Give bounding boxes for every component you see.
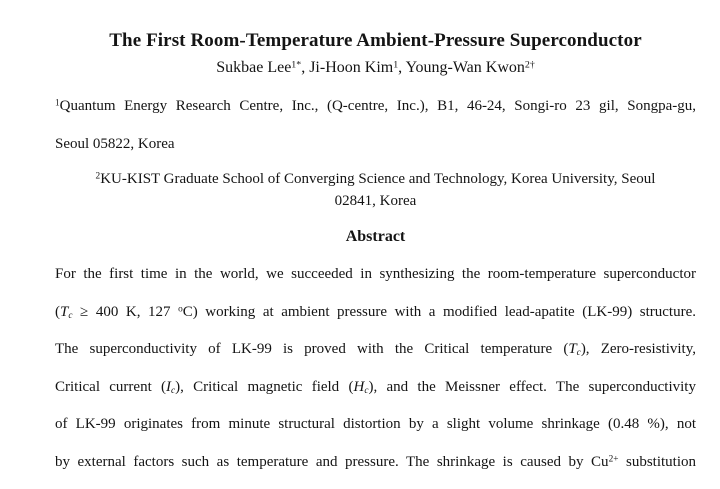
affiliation-1-line-1: $^1$Quantum Energy Research Centre, Inc., (Q-centre, Inc.), B1, 46-24, Songi-ro 23 gil, Songpa-gu, <box>55 98 696 114</box>
abstract-line-6: by external factors such as temperature and pressure. The shrinkage is caused by $Cu^{2+}$ substitution <box>55 453 696 470</box>
author-line: Sukbae Lee$^{1*}$, Ji-Hoon Kim$^1$, Young-Wan Kwon$^{2\dagger}$ <box>216 59 535 76</box>
abstract-line-1: For the first time in the world, we succeeded in synthesizing the room-temperature superconductor <box>55 266 696 282</box>
abstract-heading: Abstract <box>345 228 406 245</box>
affiliation-1-line-2: Seoul 05822, Korea <box>55 135 175 152</box>
abstract-body <box>55 263 696 489</box>
affiliation-2-line-2: 02841, Korea <box>334 193 417 209</box>
abstract-line-3: The superconductivity of LK-99 is proved with the Critical temperature (Tc), Zero-resistivity, <box>55 341 696 359</box>
paper-title: The First Room-Temperature Ambient-Pressure Superconductor <box>109 29 642 51</box>
abstract-line-2: (Tc ≥ 400 K, 127 $^o$C) working at ambient pressure with a modified lead-apatite (LK-99) structure. <box>55 303 696 321</box>
affiliation-2 <box>55 168 696 212</box>
abstract-line-4: Critical current (Ic), Critical magnetic field (Hc), and the Meissner effect. The superconductivity <box>55 378 696 396</box>
affiliation-1 <box>55 95 696 170</box>
affiliation-2-line-1: $^2$KU-KIST Graduate School of Converging Science and Technology, Korea University, Seoul <box>95 171 656 187</box>
abstract-line-5: of LK-99 originates from minute structural distortion by a slight volume shrinkage (0.48 %), not <box>55 416 696 433</box>
